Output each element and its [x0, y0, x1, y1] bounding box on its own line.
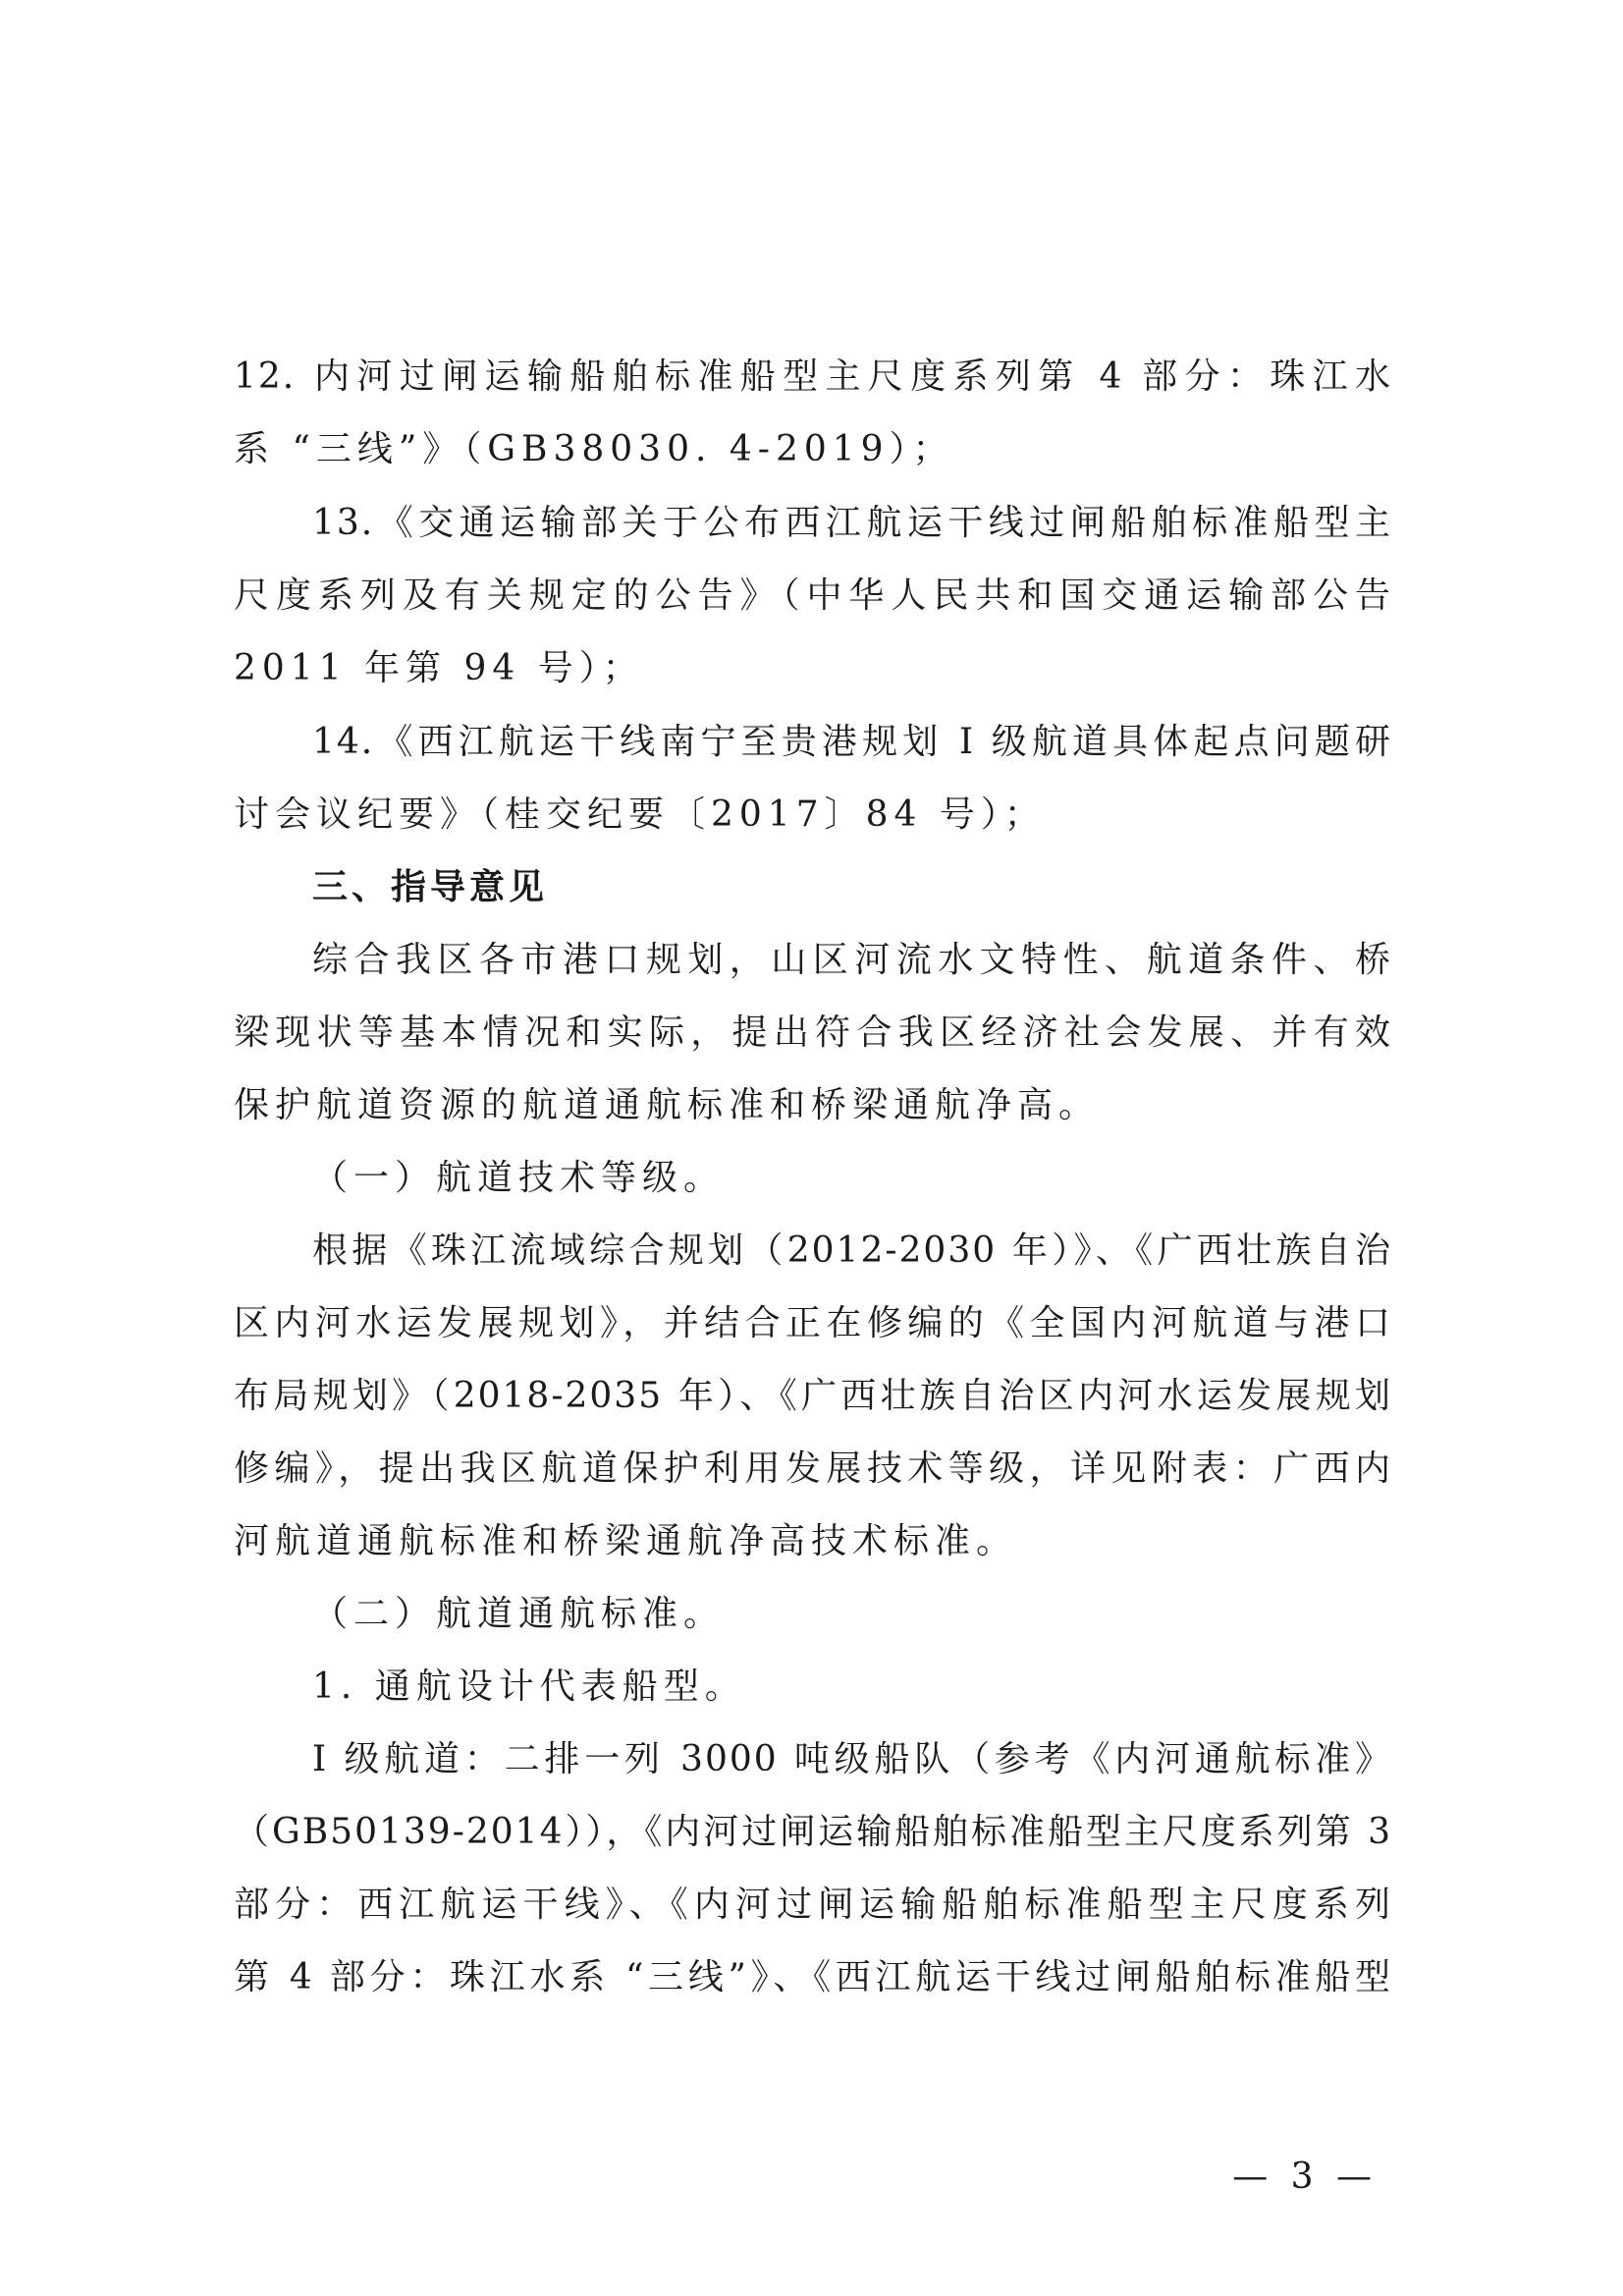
- paragraph-vessel-d: 第 4 部分：珠江水系 “三线”》、《西江航运干线过闸船舶标准船型: [234, 1957, 1392, 1997]
- paragraph-line-13-c: 2011 年第 94 号）；: [234, 648, 644, 688]
- paragraph-grade-b: 区内河水运发展规划》，并结合正在修编的《全国内河航道与港口: [234, 1303, 1392, 1343]
- paragraph-line-13-a: 13.《交通运输部关于公布西江航运干线过闸船舶标准船型主: [312, 503, 1392, 543]
- paragraph-vessel-c: 部分：西江航运干线》、《内河过闸运输船舶标准船型主尺度系列: [234, 1885, 1392, 1925]
- paragraph-grade-e: 河航道通航标准和桥梁通航净高技术标准。: [234, 1521, 1018, 1561]
- paragraph-guidance-c: 保护航道资源的航道通航标准和桥梁通航净高。: [234, 1085, 1101, 1125]
- subsection-heading-1: （一）航道技术等级。: [312, 1158, 726, 1198]
- paragraph-line-13-b: 尺度系列及有关规定的公告》（中华人民共和国交通运输部公告: [234, 575, 1392, 616]
- paragraph-grade-a: 根据《珠江流域综合规划（2012-2030 年）》、《广西壮族自治: [312, 1230, 1392, 1271]
- paragraph-line-14-a: 14.《西江航运干线南宁至贵港规划 I 级航道具体起点问题研: [312, 722, 1392, 762]
- section-heading: 三、指导意见: [312, 867, 549, 907]
- page-number: — 3 —: [1232, 2157, 1378, 2197]
- paragraph-line-12-a: 12. 内河过闸运输船舶标准船型主尺度系列第 4 部分：珠江水: [234, 356, 1392, 397]
- numbered-item-1: 1. 通航设计代表船型。: [312, 1667, 746, 1707]
- paragraph-vessel-b: （GB50139-2014）），《内河过闸运输船舶标准船型主尺度系列第 3: [234, 1812, 1392, 1852]
- subsection-heading-2: （二）航道通航标准。: [312, 1594, 726, 1634]
- paragraph-line-12-b: 系 “三线”》（GB38030. 4-2019）；: [234, 429, 954, 469]
- paragraph-grade-c: 布局规划》（2018-2035 年）、《广西壮族自治区内河水运发展规划: [234, 1376, 1392, 1416]
- paragraph-guidance-b: 梁现状等基本情况和实际，提出符合我区经济社会发展、并有效: [234, 1012, 1392, 1053]
- paragraph-grade-d: 修编》，提出我区航道保护利用发展技术等级，详见附表：广西内: [234, 1449, 1392, 1489]
- paragraph-line-14-b: 讨会议纪要》（桂交纪要〔2017〕84 号）；: [234, 794, 1046, 835]
- paragraph-vessel-a: I 级航道：二排一列 3000 吨级船队（参考《内河通航标准》: [312, 1739, 1392, 1779]
- paragraph-guidance-a: 综合我区各市港口规划，山区河流水文特性、航道条件、桥: [312, 940, 1392, 980]
